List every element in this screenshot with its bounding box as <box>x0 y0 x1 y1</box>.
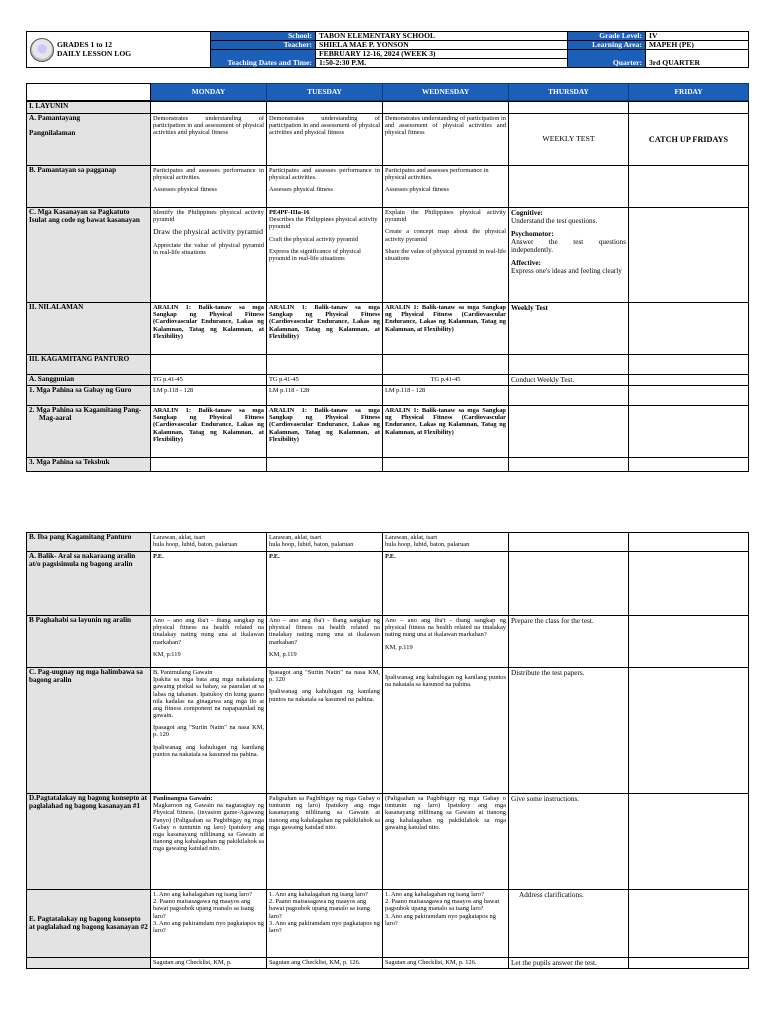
tue-kagamitan: Larawan, aklat, tsart hula hoop, lubid, baton, palaruan <box>267 533 383 552</box>
tue-aralin: ARALIN 1: Balik-tanaw sa mga Sangkap ng Physical Fitness (Cardiovascular Endurance, Lakas ng Kalamnan, Tatag ng Kalamnan, at Flexibility) <box>267 303 383 355</box>
mon-perf-std: Participates and assesses performance in physical activities. Assesses physical fitness <box>151 166 267 208</box>
wed-pe: P.E. <box>383 552 509 616</box>
row-pamantayan-pagganap: B. Pamantayan sa pagganap <box>27 166 151 208</box>
mon-competencies: Identify the Philippines physical activity pyramid Draw the physical activity pyramid Appreciate the value of physical pyramid in real-life situations <box>151 208 267 303</box>
logo-line2: DAILY LESSON LOG <box>57 48 132 58</box>
wed-checklist: Sagutan ang Checklist, KM, p. 126. <box>383 958 509 969</box>
row-paghahabi: B Paghahabi sa layunin ng aralin <box>27 616 151 668</box>
mon-aralin: ARALIN 1: Balik-tanaw sa mga Sangkap ng Physical Fitness (Cardiovascular Endurance, Lakas ng Kalamnan, Tatag ng Kalamnan, at Flexibility) <box>151 303 267 355</box>
mon-paghahabi: Ano – ano ang iba't - ibang sangkap ng physical fitness na health related na tinalakay nating nung una at ikalawan markahan? KM, p.119 <box>151 616 267 668</box>
wed-paghahabi: Ano – ano ang iba't - ibang sangkap ng physical fitness na health related na tinalakay nating nung una at ikalawan markahan? KM, p.119 <box>383 616 509 668</box>
day-thursday: THURSDAY <box>509 84 629 101</box>
mon-pe: P.E. <box>151 552 267 616</box>
quarter-label: Quarter: <box>568 50 646 68</box>
row-pag-uugnay: C. Pag-uugnay ng mga halimbawa sa bagong aralin <box>27 668 151 794</box>
tue-pag-uugnay: Ipasagot ang "Suriin Natin" na nasa KM, p. 120 Ipaliwanag ang kahulugan ng kanilang puntos na nakatala sa kasunod na pahina. <box>267 668 383 794</box>
mon-kagamitan: Larawan, aklat, tsart hula hoop, lubid, baton, palaruan <box>151 533 267 552</box>
thu-pagtalakay-2: Address clarifications. <box>509 890 629 958</box>
time-value: 1:50-2:30 P.M. <box>316 59 568 68</box>
mon-lm: LM p.118 - 128 <box>151 386 267 406</box>
area-label: Learning Area: <box>568 41 646 50</box>
header-table <box>26 31 749 68</box>
mon-tg: TG p.41-45 <box>151 375 267 386</box>
wed-aralin: ARALIN 1: Balik-tanaw sa mga Sangkap ng Physical Fitness (Cardiovascular Endurance, Lakas ng Kalamnan, Tatag ng Kalamnan, at Flexibility) <box>383 303 509 355</box>
grade-label: Grade Level: <box>568 32 646 41</box>
logo-line1: GRADES 1 to 12 <box>57 40 113 50</box>
mon-pag-uugnay: B. Panimulang Gawain Ipakita sa mga bata ang mga nakatalang gawaing pisikal sa bahay, sa paaralan at sa labas ng tahanan. Ipatukoy rin kung gaano nila kadalas na ginagawa ang mga ito at ang fitness component na napapaunlad ng gawain. Ipasagot ang "Suriin Natin" na nasa KM, p. 120 Ipaliwanag ang kahulugan ng kanilang puntos na nakatala sa kasunod na pahina. <box>151 668 267 794</box>
thu-paghahabi: Prepare the class for the test. <box>509 616 629 668</box>
row-kagamitang-mag-aaral: 2. Mga Pahina sa Kagamitang Pang- Mag-aaral <box>27 406 151 458</box>
tue-aralin-2: ARALIN 1: Balik-tanaw sa mga Sangkap ng Physical Fitness (Cardiovascular Endurance, Lakas ng Kalamnan, Tatag ng Kalamnan, at Flexibility) <box>267 406 383 458</box>
day-wednesday: WEDNESDAY <box>383 84 509 101</box>
thu-objectives: Cognitive: Understand the test questions. Psychomotor: Answer the test questions independently. Affective: Express one's ideas and feeling clearly <box>509 208 629 303</box>
day-monday: MONDAY <box>151 84 267 101</box>
day-tuesday: TUESDAY <box>267 84 383 101</box>
fri-catch-up: CATCH UP FRIDAYS <box>629 114 749 166</box>
mon-checklist: Sagutan ang Checklist, KM, p. <box>151 958 267 969</box>
tue-pagtalakay-2: 1. Ano ang kahalagahan ng isang laro? 2. Paano maisasagawa ng maayos ang bawat pagsubok upang manalo sa isang laro? 3. Ano ang pakiramdam nyo pagkatapos ng laro? <box>267 890 383 958</box>
wed-pagtalakay-1: (Paligsahan sa Pagbibigay ng mga Gabay o tuntunin ng laro) Ipatukoy ang mga kasanayang nililinang sa Gawain at itanong ang kahalagahan ng pakikilahok sa mga gawaing katulad nito. <box>383 794 509 890</box>
row-pagtalakay-1: D.Pagtatalakay ng bagong konsepto at paglalahad ng bagong kasanayan #1 <box>27 794 151 890</box>
dates-label: Teaching Dates and Time: <box>211 50 316 68</box>
tue-competencies: PE4PF-IIIa-16 Describes the Philippines physical activity pyramid Craft the physical activity pyramid Express the significance of physical pyramid in real-life situations <box>267 208 383 303</box>
thu-pagtalakay-1: Give some instructions. <box>509 794 629 890</box>
tue-perf-std: Participates and assesses performance in physical activities. Assesses physical fitness <box>267 166 383 208</box>
teacher-value: SHIELA MAE P. YONSON <box>316 41 568 50</box>
grade-value: IV <box>646 32 749 41</box>
mon-content-std: Demonstrates understanding of participation in and assessment of physical activities and physical fitness <box>151 114 267 166</box>
wed-tg: TG p.41-45 <box>383 375 509 386</box>
tue-lm: LM p.118 - 128 <box>267 386 383 406</box>
wed-lm: LM p.118 - 128 <box>383 386 509 406</box>
lesson-table-top <box>26 101 749 472</box>
wed-aralin-2: ARALIN 1: Balik-tanaw sa mga Sangkap ng Physical Fitness (Cardiovascular Endurance, Lakas ng Kalamnan, Tatag ng Kalamnan, at Flexibility) <box>383 406 509 458</box>
wed-pagtalakay-2: 1. Ano ang kahalagahan ng isang laro? 2. Paano maisasagawa ng maayos ang bawat pagsubok upang manalo sa isang laro? 3. Ano ang pakiramdam nyo pagkatapos ng laro? <box>383 890 509 958</box>
thu-checklist: Let the pupils answer the test. <box>509 958 629 969</box>
tue-pagtalakay-1: Paligsahan sa Pagbibigay ng mga Gabay o tuntunin ng laro) Ipatukoy ang mga kasanayang nililinang sa Gawain at itanong ang kahalagahan ng pakikilahok sa mga gawaing katulad nito. <box>267 794 383 890</box>
row-teksbuk: 3. Mga Pahina sa Teksbuk <box>27 458 151 472</box>
row-nilalaman: II. NILALAMAN <box>27 303 151 355</box>
area-value: MAPEH (PE) <box>646 41 749 50</box>
day-header-blank <box>27 84 151 101</box>
thu-sanggunian: Conduct Weekly Test. <box>509 375 629 386</box>
row-last <box>27 958 151 969</box>
row-layunin: I. LAYUNIN <box>27 102 151 114</box>
logo-block <box>27 32 211 68</box>
row-gabay-guro: 1. Mga Pahina sa Gabay ng Guro <box>27 386 151 406</box>
thu-weekly-test: WEEKLY TEST <box>509 114 629 166</box>
date-value: FEBRUARY 12-16, 2024 (WEEK 3) <box>316 50 568 59</box>
school-label: School: <box>211 32 316 41</box>
tue-checklist: Sagutan ang Checklist, KM, p. 126. <box>267 958 383 969</box>
lesson-table-bottom <box>26 532 749 969</box>
school-value: TABON ELEMENTARY SCHOOL <box>316 32 568 41</box>
day-header-table <box>26 83 749 101</box>
thu-nilalaman: Weekly Test <box>509 303 629 355</box>
row-pagtalakay-2: E. Pagtatalakay ng bagong konsepto at paglalahad ng bagong kasanayan #2 <box>27 890 151 958</box>
row-sanggunian: A. Sanggunian <box>27 375 151 386</box>
row-pamantayang-nilalaman: A. Pamantayang Pangnilalaman <box>27 114 151 166</box>
row-kagamitang-panturo: III. KAGAMITANG PANTURO <box>27 355 151 375</box>
tue-content-std: Demonstrates understanding of participation in and assessment of physical activities and physical fitness <box>267 114 383 166</box>
tue-pe: P.E. <box>267 552 383 616</box>
wed-content-std: Demonstrates understanding of participation in and assessment of physical activities and physical fitness <box>383 114 509 166</box>
wed-perf-std: Participates and assesses performance in physical activities. Assesses physical fitness <box>383 166 509 208</box>
mon-aralin-2: ARALIN 1: Balik-tanaw sa mga Sangkap ng Physical Fitness (Cardiovascular Endurance, Lakas ng Kalamnan, Tatag ng Kalamnan, at Flexibility) <box>151 406 267 458</box>
wed-kagamitan: Larawan, aklat, tsart hula hoop, lubid, baton, palaruan <box>383 533 509 552</box>
day-friday: FRIDAY <box>629 84 749 101</box>
thu-pag-uugnay: Distribute the test papers. <box>509 668 629 794</box>
row-balik-aral: A. Balik- Aral sa nakaraang aralin at/o pagsisimula ng bagong aralin <box>27 552 151 616</box>
deped-seal-icon <box>30 38 54 62</box>
mon-pagtalakay-2: 1. Ano ang kahalagahan ng isang laro? 2. Paano maisasagawa ng maayos ang bawat pagsubok upang manalo sa isang laro? 3. Ano ang pakiramdam nyo pagkatapos ng laro? <box>151 890 267 958</box>
quarter-value: 3rd QUARTER <box>646 50 749 68</box>
wed-pag-uugnay: Ipaliwanag ang kahulugan ng kanilang puntos na nakatala sa kasunod na pahina. <box>383 668 509 794</box>
tue-paghahabi: Ano – ano ang iba't - ibang sangkap ng physical fitness na health related na tinalakay nating nung una at ikalawan markahan? KM, p.119 <box>267 616 383 668</box>
tue-tg: TG p.41-45 <box>267 375 383 386</box>
wed-competencies: Explain the Philippines physical activity pyramid Create a concept map about the physical activity pyramid Share the value of physical pyramid in real-life situations <box>383 208 509 303</box>
mon-pagtalakay-1: Panlinangna Gawain: Magkaroon ng Gawain na nagtatagtay ng Physical fitness. (invasion game-Agawang Panyo) (Paligsahan sa Pagbibigay ng mga Gabay o tuntunin ng laro) Ipatukoy ang mga kasanayang nililinang sa Gawain at itanong ang kahalagahan ng pakikilahok sa mga gawaing katulad nito. <box>151 794 267 890</box>
teacher-label: Teacher: <box>211 41 316 50</box>
row-kasanayan: C. Mga Kasanayan sa Pagkatuto Isulat ang code ng bawat kasanayan <box>27 208 151 303</box>
row-iba-pang-kagamitan: B. Iba pang Kagamitang Panturo <box>27 533 151 552</box>
